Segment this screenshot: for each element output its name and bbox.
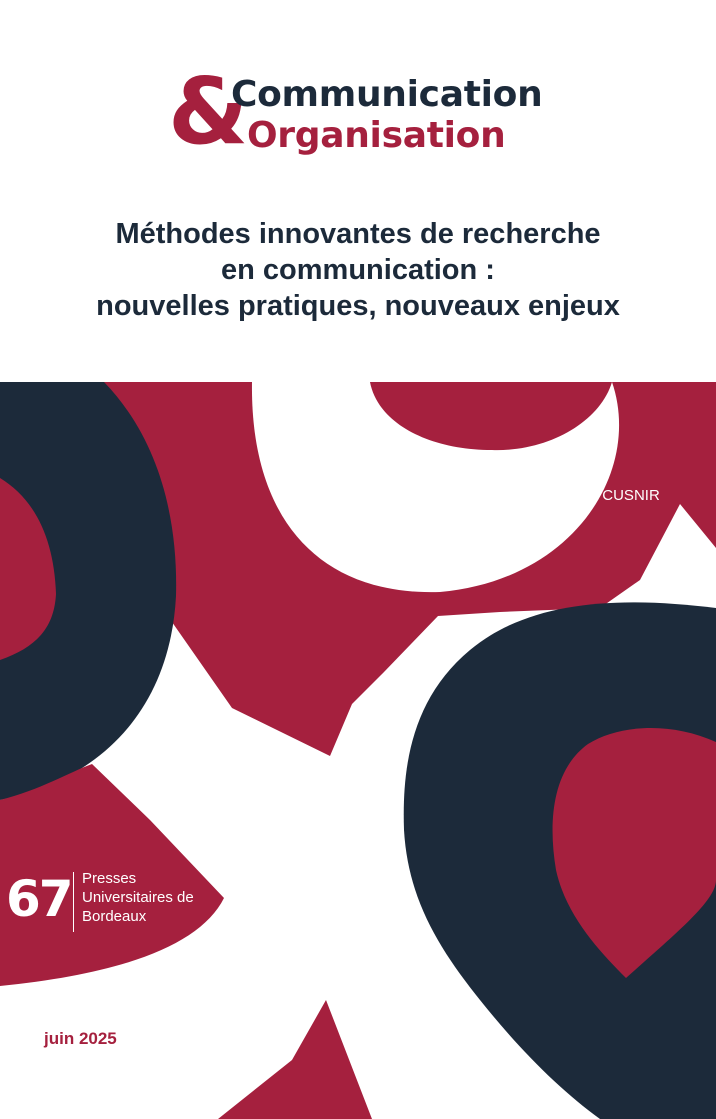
coordinators	[280, 466, 660, 506]
issue-number: 67	[6, 870, 72, 928]
publisher-line-3: Bordeaux	[82, 908, 147, 925]
title-line-2: en communication :	[221, 254, 495, 286]
publisher-line-1: Presses	[82, 870, 137, 887]
issue-title	[0, 216, 716, 324]
issue-divider	[73, 872, 74, 932]
publisher-line-2: Universitaires de	[82, 889, 194, 906]
publication-date: juin 2025	[44, 1029, 117, 1048]
logo-ampersand: &	[168, 58, 249, 165]
title-line-1: Méthodes innovantes de recherche	[115, 218, 601, 250]
logo-word-communication: Communication	[231, 74, 543, 115]
coordinators-names: Nayra VACAFLOR, Raphaëlle BATS et Camelia CUSNIR	[280, 487, 660, 504]
publisher	[82, 869, 194, 926]
artwork-crimson-bottom	[218, 1000, 372, 1119]
coordinators-intro: Dossier coordonné par	[394, 467, 546, 484]
title-line-3: nouvelles pratiques, nouveaux enjeux	[96, 290, 620, 322]
logo-word-organisation: Organisation	[247, 115, 506, 156]
